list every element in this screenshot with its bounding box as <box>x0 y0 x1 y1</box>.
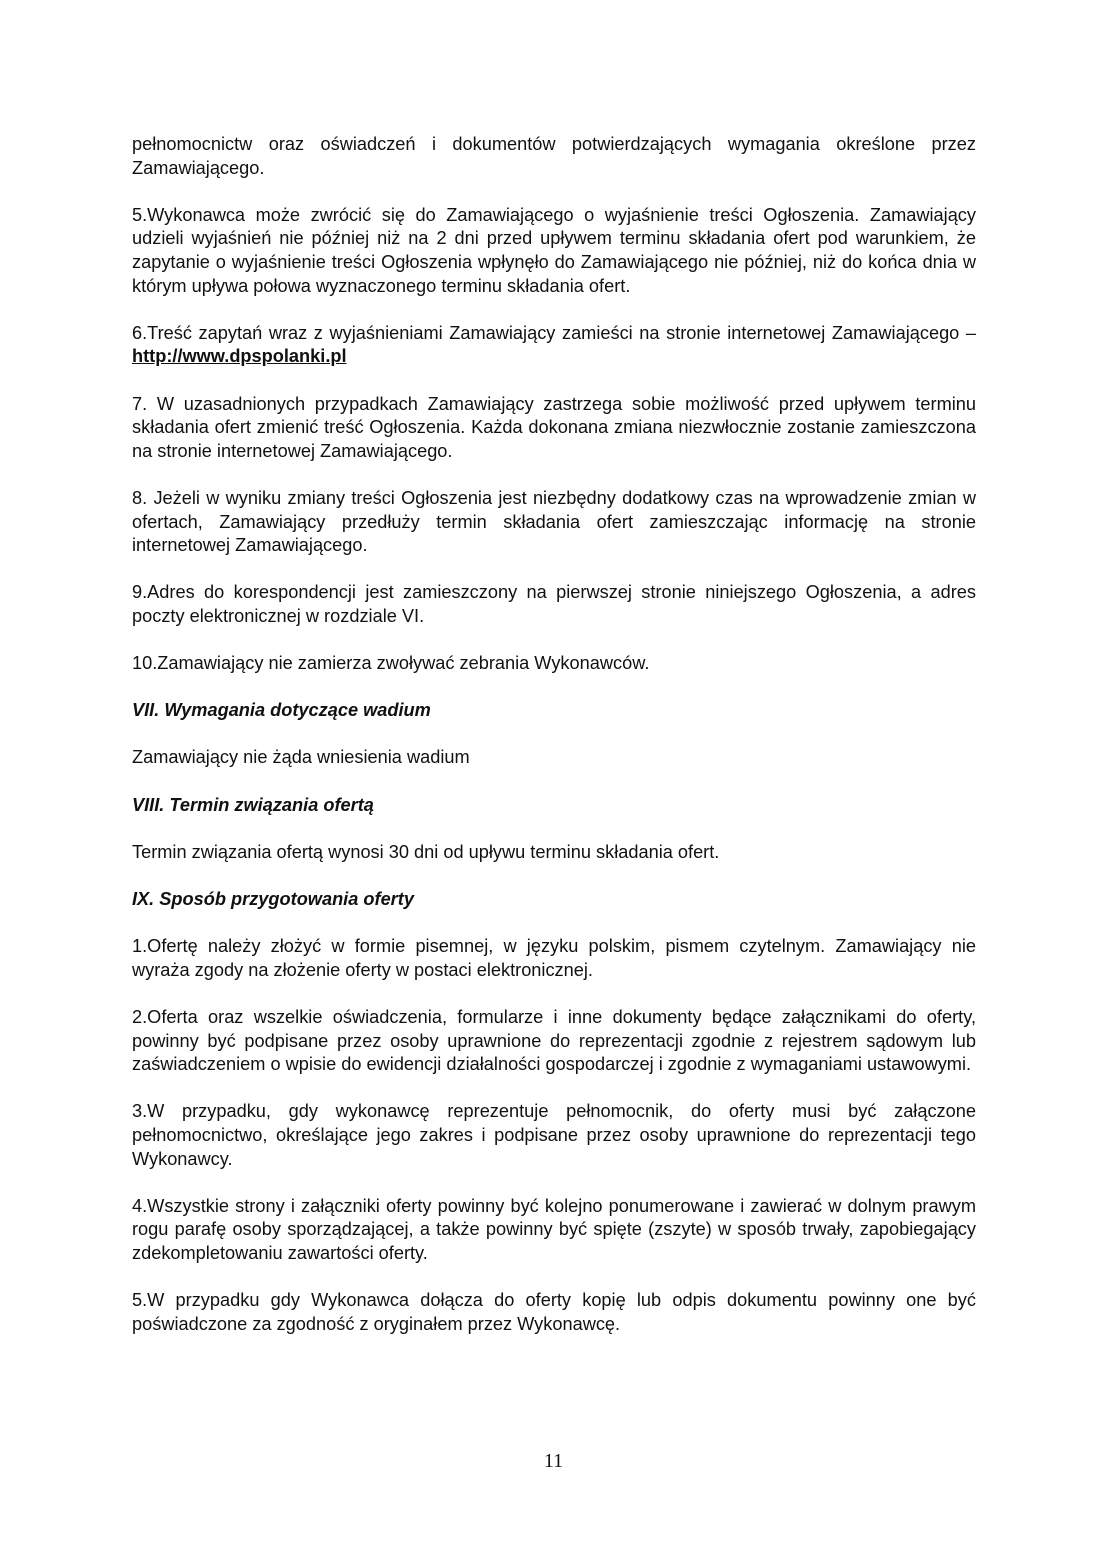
section-ix-item-2: 2.Oferta oraz wszelkie oświadczenia, formularze i inne dokumenty będące załącznikami do oferty, powinny być podpisane przez osoby uprawnione do reprezentacji zgodnie z rejestrem sądowym lub zaświadczeniem o wpisie do ewidencji działalności gospodarczej i zgodnie z wymaganiami ustawowymi. <box>132 1006 976 1075</box>
paragraph-5: 5.Wykonawca może zwrócić się do Zamawiającego o wyjaśnienie treści Ogłoszenia. Zamawiający udzieli wyjaśnień nie później niż na 2 dni przed upływem terminu składania ofert pod warunkiem, że zapytanie o wyjaśnienie treści Ogłoszenia wpłynęło do Zamawiającego nie później, niż do końca dnia w którym upływa połowa wyznaczonego terminu składania ofert. <box>132 204 976 296</box>
paragraph-7: 7. W uzasadnionych przypadkach Zamawiający zastrzega sobie możliwość przed upływem terminu składania ofert zmienić treść Ogłoszenia. Każda dokonana zmiana niezwłocznie zostanie zamieszczona na stronie internetowej Zamawiającego. <box>132 393 976 461</box>
section-ix-item-4: 4.Wszystkie strony i załączniki oferty powinny być kolejno ponumerowane i zawierać w dolnym prawym rogu parafę osoby sporządzającej, a także powinny być spięte (zszyte) w sposób trwały, zapobiegający zdekompletowaniu zawartości oferty. <box>132 1195 976 1263</box>
paragraph-6-text: 6.Treść zapytań wraz z wyjaśnieniami Zamawiający zamieści na stronie internetowej Zamawiającego – <box>132 322 976 343</box>
section-vii-heading: VII. Wymagania dotyczące wadium <box>132 700 431 721</box>
page-number: 11 <box>543 1450 564 1472</box>
section-vii-text: Zamawiający nie żąda wniesienia wadium <box>132 747 470 768</box>
paragraph-continuation: pełnomocnictw oraz oświadczeń i dokumentów potwierdzających wymagania określone przez Zamawiającego. <box>132 134 976 178</box>
section-viii-heading: VIII. Termin związania ofertą <box>132 794 374 815</box>
section-ix-heading: IX. Sposób przygotowania oferty <box>132 889 414 909</box>
section-ix-item-5: 5.W przypadku gdy Wykonawca dołącza do oferty kopię lub odpis dokumentu powinny one być poświadczone za zgodność z oryginałem przez Wykonawcę. <box>132 1290 976 1334</box>
paragraph-9: 9.Adres do korespondencji jest zamieszczony na pierwszej stronie niniejszego Ogłoszenia, a adres poczty elektronicznej w rozdziale VI. <box>132 582 976 626</box>
section-ix-item-3: 3.W przypadku, gdy wykonawcę reprezentuje pełnomocnik, do oferty musi być załączone pełnomocnictwo, określające jego zakres i podpisane przez osoby uprawnione do reprezentacji tego Wykonawcy. <box>132 1101 976 1169</box>
paragraph-6 <box>132 322 976 369</box>
website-link[interactable]: http://www.dpspolanki.pl <box>132 346 347 367</box>
section-viii-text: Termin związania ofertą wynosi 30 dni od upływu terminu składania ofert. <box>132 841 720 862</box>
section-ix-item-1: 1.Ofertę należy złożyć w formie pisemnej, w języku polskim, pismem czytelnym. Zamawiający nie wyraża zgody na złożenie oferty w postaci elektronicznej. <box>132 936 976 980</box>
paragraph-10: 10.Zamawiający nie zamierza zwoływać zebrania Wykonawców. <box>132 653 650 674</box>
document-body <box>132 133 976 1360</box>
paragraph-8: 8. Jeżeli w wyniku zmiany treści Ogłoszenia jest niezbędny dodatkowy czas na wprowadzenie zmian w ofertach, Zamawiający przedłuży termin składania ofert zamieszczając informację na stronie internetowej Zamawiającego. <box>132 487 976 556</box>
